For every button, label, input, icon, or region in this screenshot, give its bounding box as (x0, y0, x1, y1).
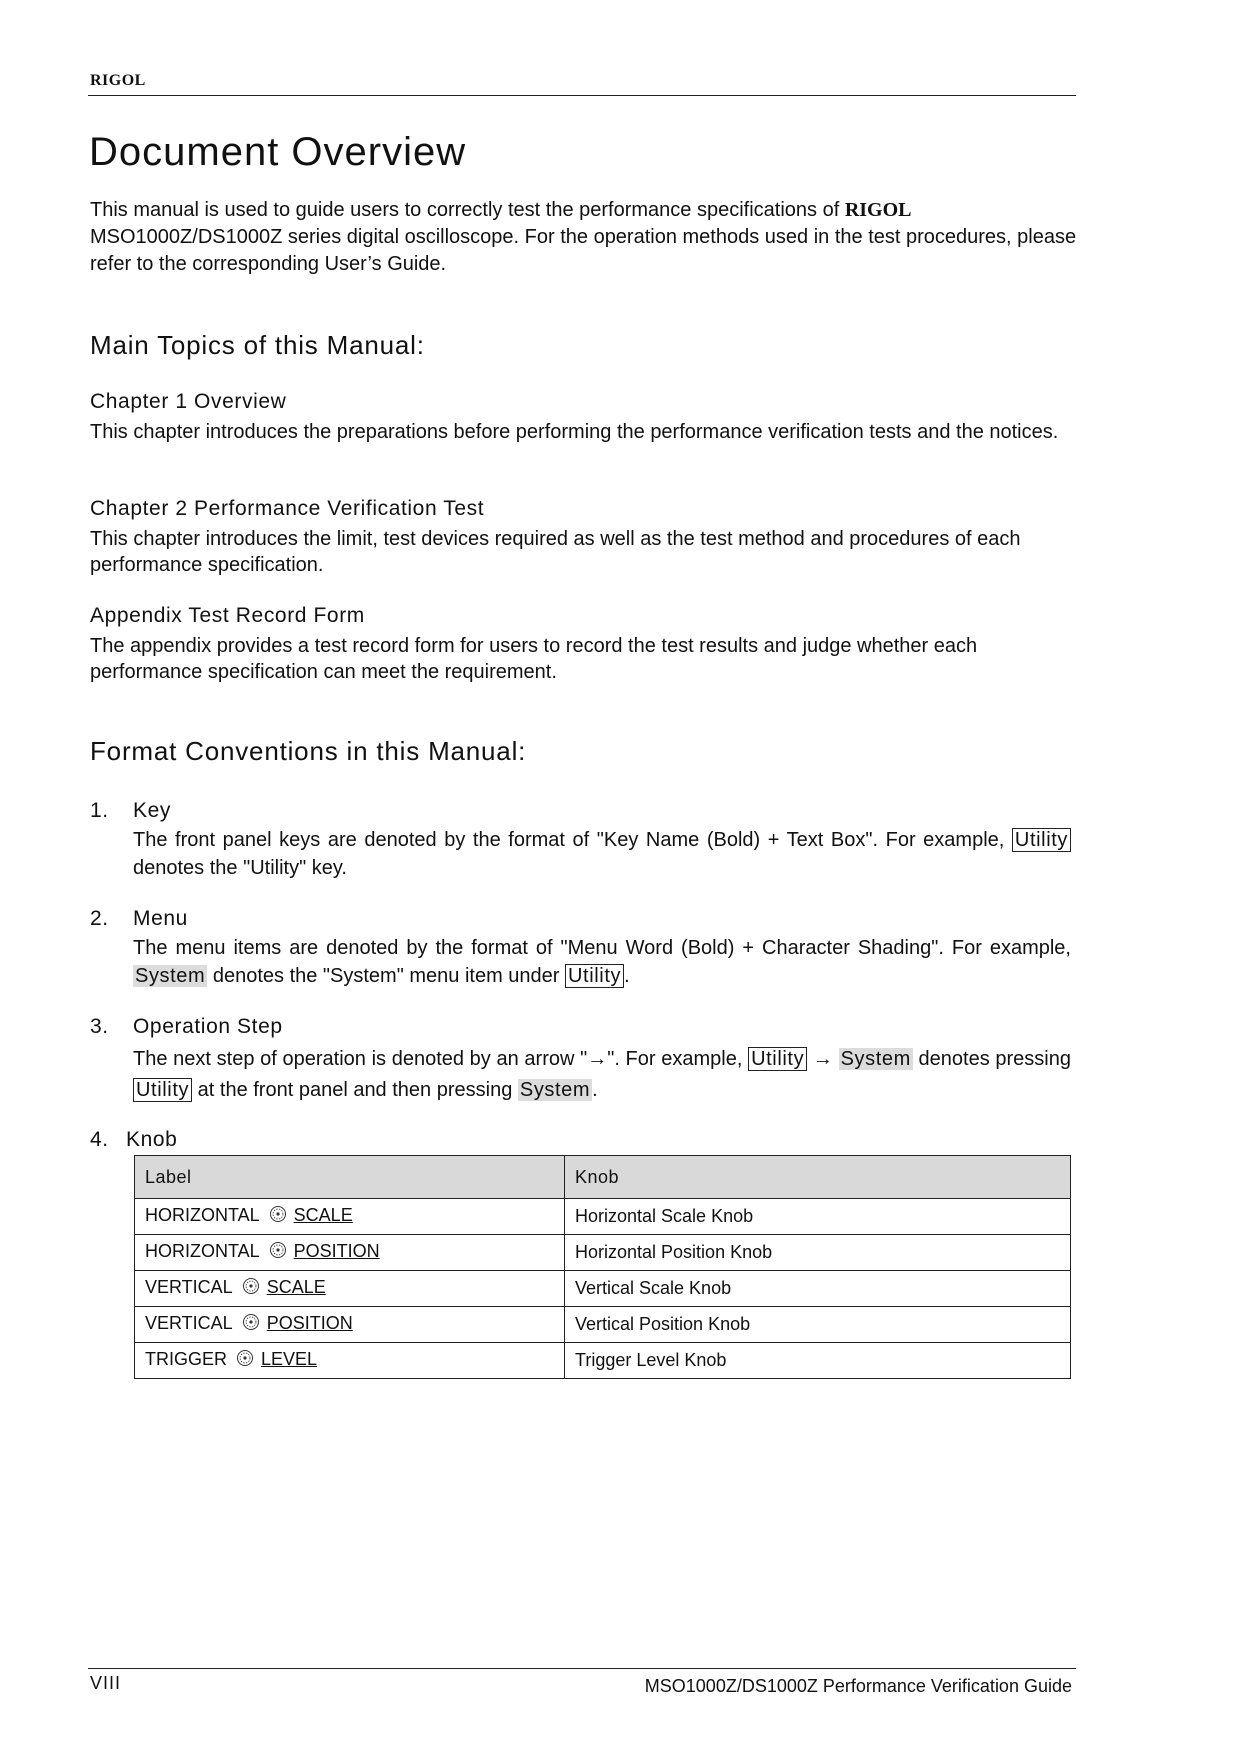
step-text-2: ". For example, (607, 1048, 749, 1070)
topic-desc-chapter-2: This chapter introduces the limit, test devices required as well as the test method and procedures of each performance specification. (90, 528, 1021, 576)
knob-prefix: VERTICAL (145, 1277, 233, 1297)
topic-desc-appendix: The appendix provides a test record form for users to record the test results and judge whether each performance specification can meet the requirement. (90, 635, 978, 683)
footer-document-title: MSO1000Z/DS1000Z Performance Verification Guide (644, 1676, 1072, 1696)
arrow-icon: → (807, 1048, 839, 1070)
page-title: Document Overview (89, 130, 467, 174)
knob-function: POSITION (266, 1313, 353, 1333)
knob-function: POSITION (293, 1241, 380, 1261)
table-row (135, 1343, 1071, 1379)
convention-desc-menu (133, 934, 1071, 990)
menu-text-2: denotes the "System" menu item under (207, 965, 565, 987)
table-header-label: Label (135, 1156, 565, 1199)
knob-name-cell: Vertical Scale Knob (565, 1271, 1071, 1307)
key-text-1: The front panel keys are denoted by the format of "Key Name (Bold) + Text Box". For example, (133, 829, 1012, 851)
main-topics-heading: Main Topics of this Manual: (90, 330, 425, 360)
knob-label-cell (135, 1343, 565, 1379)
header-brand: RIGOL (90, 72, 146, 89)
topic-desc-chapter-1: This chapter introduces the preparations before performing the performance verification tests and the notices. (90, 421, 1059, 443)
footer-page-number: VIII (90, 1673, 122, 1693)
knob-name-cell: Horizontal Position Knob (565, 1235, 1071, 1271)
intro-paragraph (90, 197, 1080, 278)
knob-name-cell: Vertical Position Knob (565, 1307, 1071, 1343)
intro-text-2: MSO1000Z/DS1000Z series digital oscilloscope. For the operation methods used in the test procedures, please refer to the corresponding User’s Guide. (90, 226, 1077, 275)
convention-name-knob: Knob (126, 1128, 178, 1151)
table-row (135, 1271, 1071, 1307)
knob-label-cell (135, 1199, 565, 1235)
knob-name-cell: Horizontal Scale Knob (565, 1199, 1071, 1235)
topic-title-appendix: Appendix Test Record Form (90, 604, 365, 627)
convention-desc-step (133, 1044, 1071, 1106)
knob-icon (268, 1240, 288, 1265)
menu-text-3: . (624, 965, 630, 987)
convention-number-menu: 2. (90, 907, 109, 930)
topic-title-chapter-2: Chapter 2 Performance Verification Test (90, 497, 485, 520)
intro-text-1: This manual is used to guide users to correctly test the performance specifications of (90, 199, 845, 221)
step-text-1: The next step of operation is denoted by an arrow " (133, 1048, 588, 1070)
step-text-5: . (592, 1079, 598, 1101)
menu-example-system: System (135, 965, 206, 987)
key-example-utility: Utility (1012, 828, 1071, 852)
step-key-utility: Utility (748, 1047, 807, 1071)
knob-label-cell (135, 1271, 565, 1307)
knob-function: SCALE (266, 1277, 326, 1297)
table-row (135, 1307, 1071, 1343)
arrow-icon: → (587, 1048, 608, 1070)
table-row (135, 1235, 1071, 1271)
knob-prefix: HORIZONTAL (145, 1241, 260, 1261)
format-conventions-heading: Format Conventions in this Manual: (90, 736, 527, 766)
convention-desc-key (133, 826, 1071, 882)
key-text-2: denotes the "Utility" key. (133, 857, 347, 879)
footer-rule (88, 1668, 1076, 1669)
knob-icon (235, 1348, 255, 1373)
knob-function: SCALE (293, 1205, 353, 1225)
table-header-row (135, 1156, 1071, 1199)
knob-function: LEVEL (261, 1349, 318, 1369)
convention-number-knob: 4. (90, 1128, 109, 1151)
topic-title-chapter-1: Chapter 1 Overview (90, 390, 287, 413)
step-menu-system: System (840, 1048, 911, 1070)
knob-icon (241, 1312, 261, 1337)
step-text-4: at the front panel and then pressing (192, 1079, 518, 1101)
menu-key-utility: Utility (565, 964, 624, 988)
knob-icon (241, 1276, 261, 1301)
convention-number-key: 1. (90, 799, 109, 822)
intro-brand: RIGOL (844, 199, 912, 221)
knob-icon (268, 1204, 288, 1229)
knob-prefix: TRIGGER (145, 1349, 228, 1369)
knob-label-cell (135, 1307, 565, 1343)
table-header-knob: Knob (565, 1156, 1071, 1199)
step-menu-system-2: System (519, 1079, 591, 1101)
knob-prefix: VERTICAL (145, 1313, 233, 1333)
convention-name-key: Key (133, 799, 171, 822)
knob-table (134, 1155, 1071, 1379)
knob-label-cell (135, 1235, 565, 1271)
convention-name-step: Operation Step (133, 1015, 283, 1038)
step-text-3: denotes pressing (912, 1048, 1071, 1070)
knob-name-cell: Trigger Level Knob (565, 1343, 1071, 1379)
step-key-utility-2: Utility (133, 1078, 192, 1102)
knob-prefix: HORIZONTAL (145, 1205, 260, 1225)
table-row (135, 1199, 1071, 1235)
convention-number-step: 3. (90, 1015, 109, 1038)
convention-name-menu: Menu (133, 907, 188, 930)
menu-text-1: The menu items are denoted by the format of "Menu Word (Bold) + Character Shading". For example, (133, 937, 1071, 959)
header-rule (88, 95, 1076, 96)
